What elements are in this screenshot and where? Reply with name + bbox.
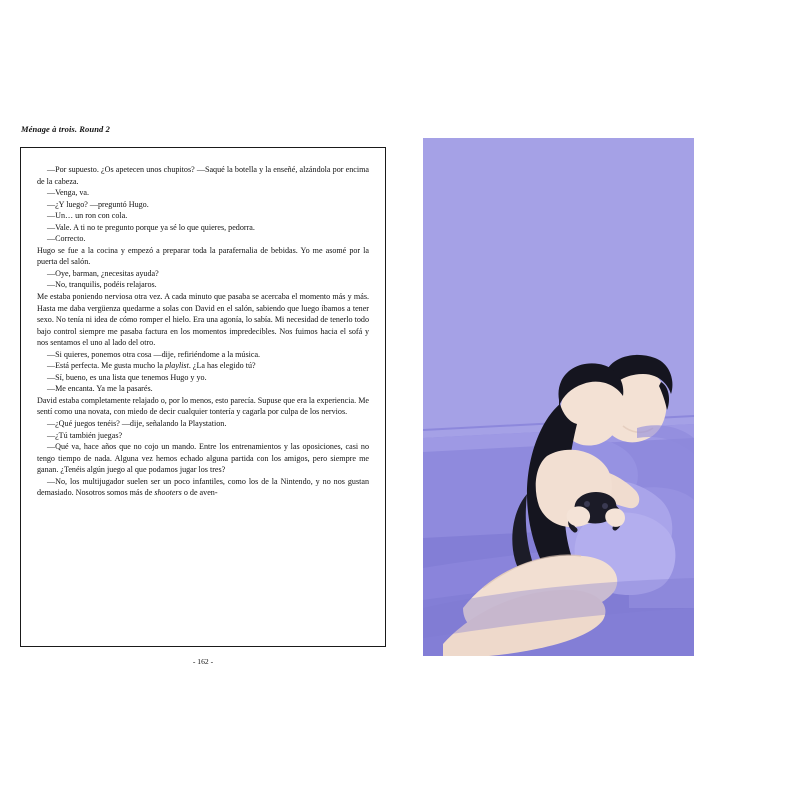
paragraph: —Correcto. [47,234,86,244]
paragraph: —Sí, bueno, es una lista que tenemos Hugo y yo. [47,372,207,382]
paragraph: —Por supuesto. ¿Os apetecen unos chupitos? —Saqué la botella y la enseñé, alzándola por encima de la cabeza. [37,165,369,186]
text-frame [20,147,386,647]
paragraph: —No, tranquilis, podéis relajaros. [47,280,157,290]
paragraph-with-italic: —No, los multijugador suelen ser un poco infantiles, como los de la Nintendo, y no nos gustan demasiado. Nosotros somos más de shooters o de aven- [37,476,369,498]
paragraph: —Vale. A ti no te pregunto porque ya sé lo que quieres, pedorra. [47,222,255,232]
paragraph: David estaba completamente relajado o, por lo menos, esto parecía. Supuse que era la experiencia. Me sentí como una novata, con miedo de decir cualquier tontería y cagarla por culpa de los nervios. [37,395,369,417]
left-book-page [18,112,390,672]
paragraph: —Si quieres, ponemos otra cosa —dije, refiriéndome a la música. [47,349,261,359]
paragraph: —Oye, barman, ¿necesitas ayuda? [47,268,159,278]
page-number: - 162 - [192,657,214,666]
paragraph: —¿Tú también juegas? [47,430,123,440]
paragraph: —Qué va, hace años que no cojo un mando. Entre los entrenamientos y las oposiciones, casi no tengo tiempo de nada. Alguna vez hemos echado alguna partida con los amigos, pero siempre me ganan. ¿Tenéis algún juego al que podamos jugar los tres? [37,442,369,475]
paragraph: Me estaba poniendo nerviosa otra vez. A cada minuto que pasaba se acercaba el momento más y más. Hasta me daba vergüenza quedarme a solas con David en el salón, sabiendo que luego íbamos a tener sexo. No tenía ni idea de cómo romper el hielo. Era una agonía, lo sabía. Mi necesidad de tenerlo todo bajo control siempre me pasaba factura en los momentos impredecibles. Nos fuimos hacia el sofá y nos sentamos el uno al lado del otro. [37,292,369,348]
paragraph: —Venga, va. [47,188,90,198]
paragraph: Hugo se fue a la cocina y empezó a preparar toda la parafernalia de bebidas. Yo me asomé por la puerta del salón. [37,245,369,267]
illustration-panel [423,138,694,656]
paragraph-with-italic: —Está perfecta. Me gusta mucho la playlist. ¿La has elegido tú? [47,361,256,371]
paragraph: —Un… un ron con cola. [47,211,128,221]
paragraph: —Me encanta. Ya me la pasarés. [47,384,153,394]
couple-on-sofa-illustration [423,138,694,656]
paragraph: —¿Qué juegos tenéis? —dije, señalando la Playstation. [47,419,227,429]
running-head: Ménage à trois. Round 2 [21,124,110,134]
paragraph: —¿Y luego? —preguntó Hugo. [47,199,149,209]
body-text [37,164,369,499]
